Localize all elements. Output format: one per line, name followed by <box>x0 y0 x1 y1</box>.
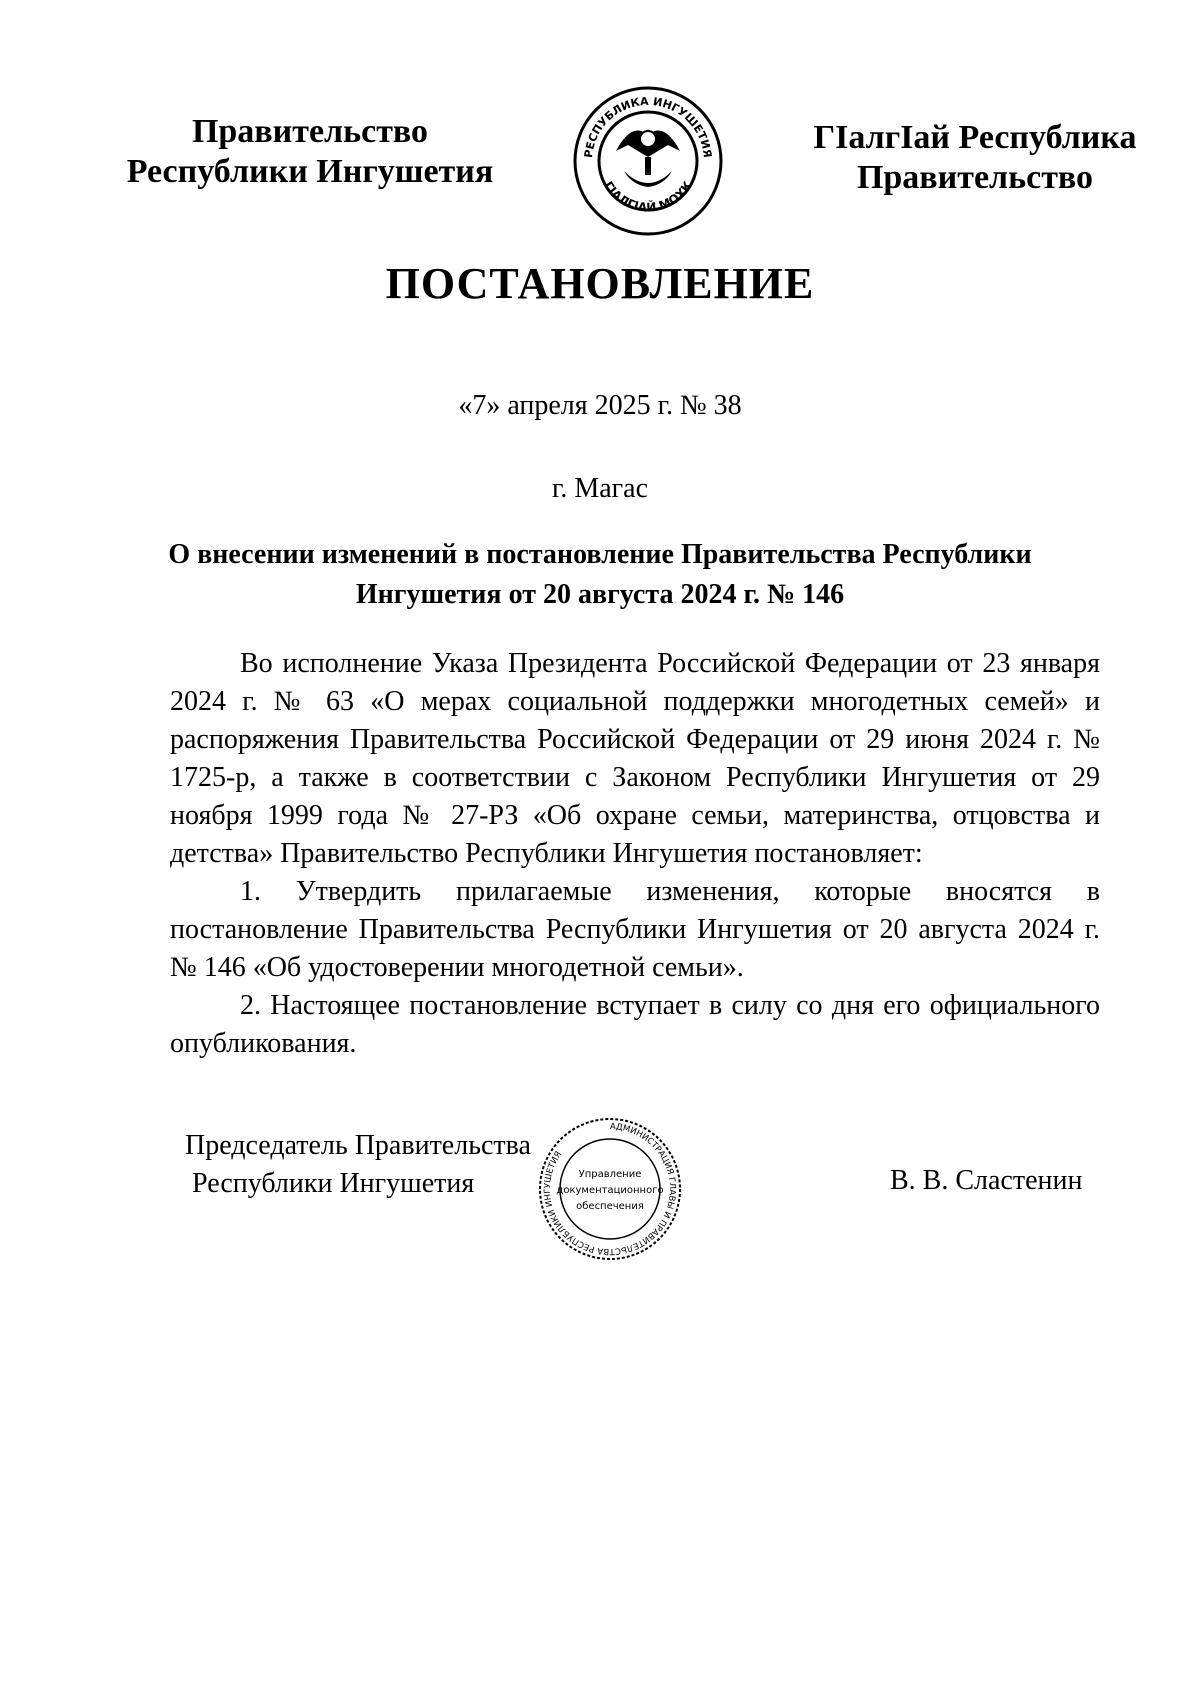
svg-text:ГIАЛГIАЙ МОХК: ГIАЛГIАЙ МОХК <box>601 178 695 215</box>
signatory-position-line1: Председатель Правительства <box>185 1130 531 1161</box>
document-body <box>170 645 1100 1063</box>
svg-text:РЕСПУБЛИКА ИНГУШЕТИЯ: РЕСПУБЛИКА ИНГУШЕТИЯ <box>582 94 715 159</box>
header-left <box>100 112 520 192</box>
svg-text:обеспечения: обеспечения <box>576 1201 644 1212</box>
signatory-position <box>185 1127 531 1203</box>
signatory-name: В. В. Сластенин <box>890 1165 1083 1196</box>
body-paragraph-item-1: 1. Утвердить прилагаемые изменения, которые вносятся в постановление Правительства Республики Ингушетия от 20 августа 2024 г. № 146 «Об удостоверении многодетной семьи». <box>170 876 1100 983</box>
svg-text:АДМИНИСТРАЦИЯ ГЛАВЫ И ПРАВИТЕЛ: АДМИНИСТРАЦИЯ ГЛАВЫ И ПРАВИТЕЛЬСТВА РЕСПУБЛИКИ ИНГУШЕТИЯ <box>542 1121 678 1257</box>
document-title: ПОСТАНОВЛЕНИЕ <box>385 259 815 308</box>
svg-text:Управление: Управление <box>578 1169 642 1180</box>
header-right-line1: ГIалгIай Республика <box>813 119 1137 156</box>
header-right <box>790 118 1160 198</box>
header-right-line2: Правительство <box>856 159 1094 196</box>
document-subject <box>150 535 1050 615</box>
subject-line2: Ингушетия от 20 августа 2024 г. № 146 <box>355 579 845 610</box>
body-paragraph-preamble: Во исполнение Указа Президента Российской Федерации от 23 января 2024 г. № 63 «О мерах социальной поддержки многодетных семей» и распоряжения Правительства Российской Федерации от 29 июня 2024 г. № 1725-р, а также в соответствии с Законом Республики Ингушетия от 29 ноября 1999 года № 27-РЗ «Об охране семьи, материнства, отцовства и детства» Правительство Республики Ингушетия постановляет: <box>170 648 1100 869</box>
official-stamp-icon <box>536 1115 684 1263</box>
document-city: г. Магас <box>552 473 648 504</box>
signatory-position-line2: Республики Ингушетия <box>192 1168 475 1199</box>
document-dateline: «7» апреля 2025 г. № 38 <box>458 390 742 421</box>
body-paragraph-item-2: 2. Настоящее постановление вступает в силу со дня его официального опубликования. <box>170 990 1100 1059</box>
svg-text:документационного: документационного <box>556 1185 664 1196</box>
republic-of-ingushetia-emblem-icon <box>572 85 724 237</box>
subject-line1: О внесении изменений в постановление Правительства Республики <box>168 539 1032 570</box>
header-left-line1: Правительство <box>191 113 429 150</box>
header-left-line2: Республики Ингушетия <box>126 153 494 190</box>
